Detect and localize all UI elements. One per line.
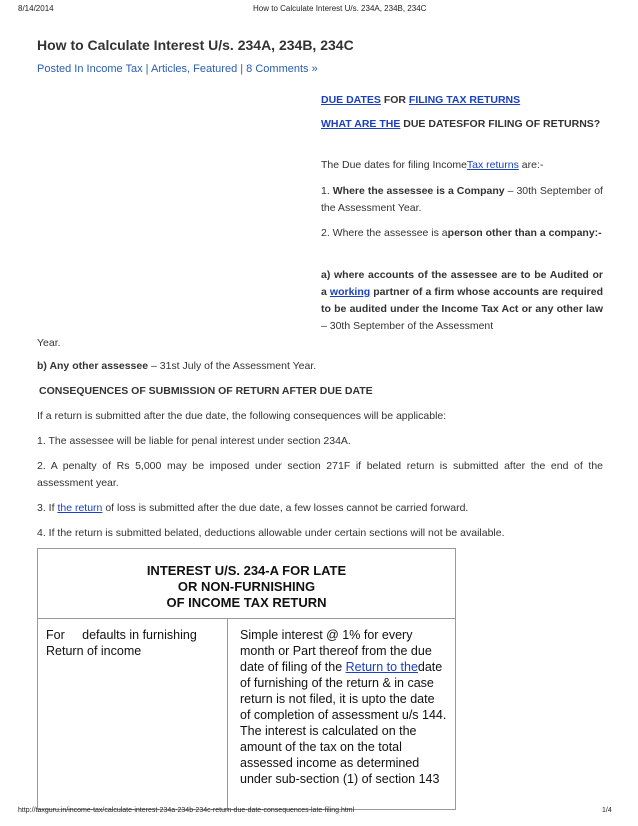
item-text: 2. Where the assessee is a [321, 227, 448, 239]
consequence-3 [37, 500, 603, 517]
item-rest: – 30th September of the Assessment [321, 320, 494, 332]
return-to-the-link[interactable]: Return to the [345, 660, 418, 674]
heading-for: FOR [383, 94, 406, 106]
filing-tax-returns-link[interactable]: FILING TAX RETURNS [408, 94, 521, 106]
post-meta [37, 63, 318, 75]
item-rest: – 31st July of the Assessment Year. [151, 360, 317, 372]
table-cell-interest [228, 619, 456, 787]
intro-post: are:- [521, 159, 544, 171]
cell-text: Simple interest @ 1% for every month or Part thereof from the due date of filing of the [240, 628, 432, 674]
item-bold: person other than a company:- [447, 227, 602, 239]
print-url: http://taxguru.in/income-tax/calculate-interest-234a-234b-234c-return-due-date-consequences-late-filing.html [18, 807, 355, 814]
meta-sep: | [240, 63, 244, 75]
question-rest: DUE DATESFOR FILING OF RETURNS? [403, 118, 601, 130]
tax-returns-link[interactable]: Tax returns [466, 159, 519, 171]
item-number: 1. [321, 185, 330, 197]
consequence-4: 4. If the return is submitted belated, deductions allowable under certain sections will not be available. [37, 527, 505, 539]
due-item-b [37, 358, 603, 375]
due-dates-question [321, 116, 603, 133]
table-heading-line: OF INCOME TAX RETURN [166, 595, 327, 610]
due-item-a-cont: Year. [37, 337, 61, 349]
intro-text: The Due dates for filing Income [321, 159, 467, 171]
due-item-2 [321, 225, 603, 242]
print-doc-title: How to Calculate Interest U/s. 234A, 234B, 234C [253, 4, 427, 13]
what-are-the-link[interactable]: WHAT ARE THE [321, 118, 401, 130]
page-number: 1/4 [602, 807, 612, 814]
item-bold: Where the assessee is a Company [332, 185, 505, 197]
consequences-intro: If a return is submitted after the due date, the following consequences will be applicable: [37, 410, 447, 422]
page-title: How to Calculate Interest U/s. 234A, 234B, 234C [37, 37, 354, 53]
the-return-link[interactable]: the return [57, 502, 103, 514]
due-item-1 [321, 183, 603, 217]
due-dates-intro [321, 157, 603, 174]
consequence-1: 1. The assessee will be liable for penal interest under section 234A. [37, 435, 351, 447]
cell-text: date of furnishing of the return & in case return is not filed, it is upto the date of completion of assessment u/s 144. The interest is calculated on the amount of the tax on the total assessed income as determined under sub-section (1) of section 143 [240, 660, 447, 786]
comments-link[interactable]: 8 Comments » [246, 63, 318, 75]
due-dates-link[interactable]: DUE DATES [321, 94, 381, 106]
item-bold: partner of a firm whose accounts are required to be audited under the Income Tax Act or any other law [321, 286, 604, 315]
table-cell-default: For defaults in furnishing Return of income [38, 619, 228, 811]
consequence-text: 3. If [37, 502, 55, 514]
posted-prefix: Posted In [37, 63, 84, 75]
table-heading-line: OR NON-FURNISHING [177, 579, 316, 594]
consequences-heading: CONSEQUENCES OF SUBMISSION OF RETURN AFTER DUE DATE [39, 385, 373, 397]
consequence-2: 2. A penalty of Rs 5,000 may be imposed under section 271F if belated return is submitted after the end of the assessment year. [37, 460, 603, 489]
table-heading-line: INTEREST U/S. 234-A FOR LATE [146, 563, 347, 578]
working-link[interactable]: working [329, 286, 371, 298]
tags-link[interactable]: Articles, Featured [150, 63, 238, 75]
due-item-a [321, 267, 603, 335]
item-rest: – 30th September of the Assessment Year. [321, 185, 603, 214]
category-link[interactable]: Income Tax [86, 63, 143, 75]
print-date: 8/14/2014 [18, 4, 54, 13]
consequence-text: of loss is submitted after the due date, a few losses cannot be carried forward. [105, 502, 469, 514]
item-bold: b) Any other assessee [37, 360, 149, 372]
item-bold: a) where accounts of the assessee are to be Audited or a [321, 269, 603, 298]
meta-sep: | [145, 63, 149, 75]
interest-234a-table [37, 548, 456, 810]
due-dates-heading [321, 92, 603, 109]
table-heading [38, 549, 455, 619]
